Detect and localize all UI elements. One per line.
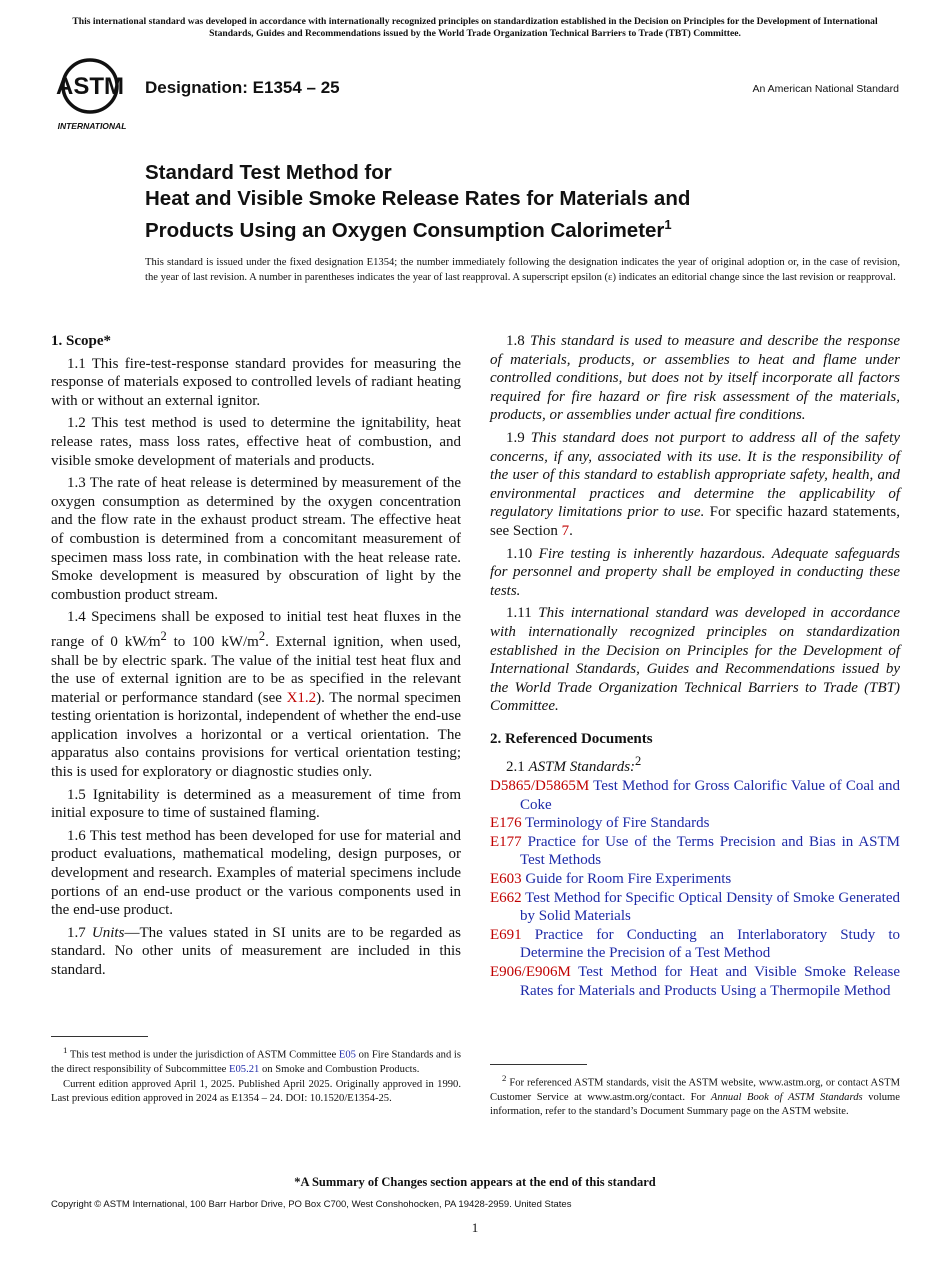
- para-1-4: 1.4 Specimens shall be exposed to initial test heat fluxes in the range of 0 $kW⁄m^2$ to 100 $kW/m^2$. External ignition, when used, shall be by electric spark. The value of the initial test heat flux and the use of external ignition are to be as specified in the relevant material or performance standard (see X1.2). The normal specimen testing orientation is horizontal, independent of whether the end-use application involves a horizontal or a vertical orientation. The apparatus also contains provisions for vertical orientation testing; this is used for exploratory or diagnostic studies only.: [51, 609, 461, 781]
- title-line-1: Standard Test Method for: [145, 161, 392, 184]
- para-1-10: 1.10 Fire testing is inherently hazardous. Adequate safeguards for personnel and property shall be employed in conducting these tests.: [490, 545, 901, 599]
- ref-code-link[interactable]: E691: [490, 926, 522, 943]
- edition-note: Current edition approved April 1, 2025. Published April 2025. Originally approved in 1990. Last previous edition approved in 2024 as E1354 – 24. DOI: 10.1520/E1354-25.: [51, 1078, 461, 1105]
- left-column: [51, 332, 461, 984]
- para-1-1: 1.1 This fire-test-response standard provides for measuring the response of materials exposed to controlled levels of radiant heating with or without an external ignitor.: [51, 355, 461, 409]
- ref-title-link[interactable]: Practice for Conducting an Interlaboratory Study to Determine the Precision of a Test Method: [520, 926, 900, 962]
- ref-item: [490, 814, 900, 833]
- title-line-2: Heat and Visible Smoke Release Rates for Materials and: [145, 187, 691, 210]
- ref-item: [490, 833, 900, 870]
- ref-title-link[interactable]: Test Method for Specific Optical Density of Smoke Generated by Solid Materials: [520, 889, 900, 925]
- top-notice: This international standard was developed in accordance with internationally recognized principles on standardization established in the Decision on Principles for the Development of International Standards, Guides and Recommendations issued by the World Trade Organization Technical Barriers to Trade (TBT) Committee.: [72, 16, 878, 39]
- ref-item: [490, 963, 900, 1000]
- ref-code-link[interactable]: E906/E906M: [490, 964, 571, 980]
- ref-title-link[interactable]: Test Method for Gross Calorific Value of Coal and Coke: [520, 778, 900, 813]
- footnote-1: $^1$ This test method is under the jurisdiction of ASTM Committee E05 on Fire Standards and is the direct responsibility of Subcommittee E05.21 on Smoke and Combustion Products. Current edition approved April 1, 2025. Published April 2025. Originally approved in 1990. Last previous edition approved in 2024 as E1354 – 24. DOI: 10.1520/E1354-25.: [51, 1036, 461, 1107]
- para-1-3: 1.3 The rate of heat release is determined by measurement of the oxygen consumption as determined by the oxygen concentration and the flow rate in the exhaust product stream. The effective heat of combustion is determined from a concomitant measurement of specimen mass loss rate, in combination with the heat release rate. Smoke development is measured by obscuration of light by the combustion product stream.: [51, 475, 461, 603]
- title-line-3: Products Using an Oxygen Consumption Calorimeter$^1$: [145, 217, 672, 242]
- ref-item: [490, 926, 900, 963]
- svg-text:ASTM: ASTM: [56, 73, 124, 100]
- document-title: [145, 160, 865, 244]
- referenced-documents-heading: 2. Referenced Documents: [490, 730, 653, 747]
- para-1-2: 1.2 This test method is used to determine the ignitability, heat release rates, mass loss rates, effective heat of combustion, and visible smoke development of materials and products.: [51, 415, 461, 469]
- ref-item: [490, 889, 900, 926]
- para-1-5: 1.5 Ignitability is determined as a measurement of time from initial exposure to time of sustained flaming.: [51, 786, 461, 822]
- astm-logo: [52, 56, 136, 132]
- designation: Designation: E1354 – 25: [145, 78, 340, 97]
- xref-x1-2[interactable]: X1.2: [286, 689, 317, 706]
- ref-item: [490, 777, 900, 814]
- referenced-documents-list: [490, 777, 900, 1000]
- copyright: Copyright © ASTM International, 100 Barr Harbor Drive, PO Box C700, West Conshohocken, PA 19428-2959. United States: [51, 1199, 572, 1210]
- logo-text: INTERNATIONAL: [57, 121, 127, 131]
- astm-standards-subheading: 2.1 ASTM Standards:$^2$: [506, 754, 642, 776]
- american-national-standard-label: An American National Standard: [752, 83, 899, 95]
- issue-note: This standard is issued under the fixed designation E1354; the number immediately following the designation indicates the year of original adoption or, in the case of revision, the year of last revision. A number in parentheses indicates the year of last reapproval. A superscript epsilon (ε) indicates an editorial change since the last revision or reapproval.: [145, 257, 900, 283]
- ref-title-link[interactable]: Guide for Room Fire Experiments: [525, 871, 732, 888]
- footnote-2: $^2$ For referenced ASTM standards, visit the ASTM website, www.astm.org, or contact ASTM Customer Service at www.astm.org/contact. For Annual Book of ASTM Standards volume information, refer to the standard’s Document Summary page on the ASTM website.: [490, 1064, 900, 1120]
- ref-code-link[interactable]: D5865/D5865M: [490, 778, 590, 795]
- committee-link[interactable]: E05: [338, 1049, 356, 1061]
- title-footnote-mark: 1: [664, 217, 672, 232]
- summary-of-changes-note: *A Summary of Changes section appears at the end of this standard: [294, 1175, 656, 1189]
- ref-item: [490, 870, 900, 889]
- para-1-9: 1.9 This standard does not purport to address all of the safety concerns, if any, associated with its use. It is the responsibility of the user of this standard to establish appropriate safety, health, and environmental practices and determine the applicability of regulatory limitations prior to use. For specific hazard statements, see Section 7.: [490, 429, 901, 539]
- ref-code-link[interactable]: E176: [490, 815, 522, 832]
- ref-title-link[interactable]: Test Method for Heat and Visible Smoke Release Rates for Materials and Products Using a Thermopile Method: [520, 964, 901, 999]
- para-1-7: 1.7 Units—The values stated in SI units are to be regarded as standard. No other units of measurement are included in this standard.: [51, 924, 461, 978]
- page-number: 1: [471, 1220, 479, 1235]
- ref-code-link[interactable]: E603: [490, 871, 522, 888]
- footnote-divider: [51, 1036, 148, 1037]
- ref-title-link[interactable]: Practice for Use of the Terms Precision and Bias in ASTM Test Methods: [520, 833, 901, 869]
- footnote-divider: [490, 1064, 587, 1065]
- scope-heading: 1. Scope*: [51, 333, 111, 349]
- subcommittee-link[interactable]: E05.21: [229, 1063, 260, 1075]
- para-1-8: 1.8 This standard is used to measure and describe the response of materials, products, or assemblies to heat and flame under controlled conditions, but does not by itself incorporate all factors required for fire hazard or fire risk assessment of the materials, products, or assemblies under actual fire conditions.: [490, 333, 900, 424]
- para-1-11: 1.11 This international standard was developed in accordance with internationally recognized principles on standardization established in the Decision on Principles for the Development of International Standards, Guides and Recommendations issued by the World Trade Organization Technical Barriers to Trade (TBT) Committee.: [490, 605, 900, 715]
- ref-code-link[interactable]: E177: [490, 833, 522, 850]
- xref-section-7[interactable]: 7: [561, 522, 570, 539]
- para-1-6: 1.6 This test method has been developed for use for material and product evaluations, mathematical modeling, design purposes, or development and research. Examples of material specimens include portions of an end-use product or the various components used in the end-use product.: [51, 827, 461, 919]
- ref-code-link[interactable]: E662: [490, 889, 522, 906]
- ref-title-link[interactable]: Terminology of Fire Standards: [525, 815, 710, 832]
- right-column: [490, 332, 900, 1000]
